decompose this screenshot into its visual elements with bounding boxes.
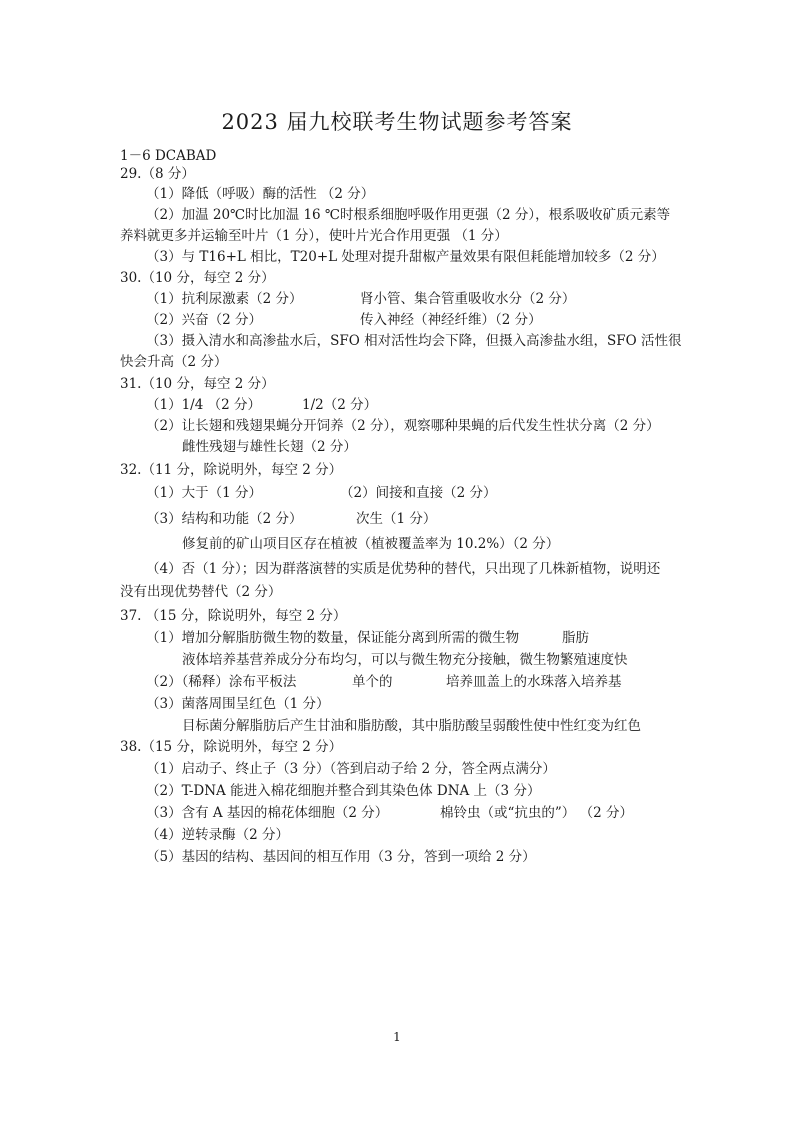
q29-answer-1: （1）降低（呼吸）酶的活性 （2 分） bbox=[146, 186, 375, 202]
q32-answer-4-line1: （4）否（1 分）；因为群落演替的实质是优势种的替代，只出现了几株新植物，说明还 bbox=[146, 561, 661, 577]
q37-answer-3: （3）菌落周围呈红色（1 分） bbox=[146, 696, 330, 712]
q30-heading: 30.（10 分，每空 2 分） bbox=[120, 270, 275, 286]
q31-answer-1-right: 1/2（2 分） bbox=[302, 397, 378, 413]
q31-heading: 31.（10 分，每空 2 分） bbox=[120, 376, 275, 392]
page-title: 2023 届九校联考生物试题参考答案 bbox=[221, 110, 573, 134]
q38-answer-1: （1）启动子、终止子（3 分）（答到启动子给 2 分，答全两点满分） bbox=[146, 761, 556, 777]
q30-answer-2-left: （2）兴奋（2 分） bbox=[146, 312, 262, 328]
q32-answer-3-line2: 修复前的矿山项目区存在植被（植被覆盖率为 10.2%）（2 分） bbox=[182, 536, 560, 552]
q32-answer-2: （2）间接和直接（2 分） bbox=[340, 485, 497, 501]
q30-answer-3-line1: （3）摄入清水和高渗盐水后，SFO 相对活性均会下降，但摄入高渗盐水组，SFO 活性很 bbox=[146, 333, 682, 349]
q37-answer-1-line2: 液体培养基营养成分分布均匀，可以与微生物充分接触，微生物繁殖速度快 bbox=[182, 652, 628, 668]
q38-answer-3-left: （3）含有 A 基因的棉花体细胞（2 分） bbox=[146, 805, 389, 821]
q38-answer-5: （5）基因的结构、基因间的相互作用（3 分，答到一项给 2 分） bbox=[146, 849, 536, 865]
q38-answer-4: （4）逆转录酶（2 分） bbox=[146, 827, 289, 843]
q32-answer-4-line2: 没有出现优势替代（2 分） bbox=[120, 584, 282, 600]
q37-answer-3-line2: 目标菌分解脂肪后产生甘油和脂肪酸，其中脂肪酸呈弱酸性使中性红变为红色 bbox=[182, 718, 641, 734]
q30-answer-1-left: （1）抗利尿激素（2 分） bbox=[146, 291, 303, 307]
q30-answer-1-right: 肾小管、集合管重吸收水分（2 分） bbox=[360, 291, 576, 307]
q29-answer-2-line2: 养料就更多并运输至叶片（1 分），使叶片光合作用更强 （1 分） bbox=[120, 228, 508, 244]
q37-answer-2-a: （2）（稀释）涂布平板法 bbox=[146, 674, 297, 690]
q37-answer-1-left: （1）增加分解脂肪微生物的数量，保证能分离到所需的微生物 bbox=[146, 630, 520, 646]
q32-answer-3-left: （3）结构和功能（2 分） bbox=[146, 511, 303, 527]
q37-answer-2-c: 培养皿盖上的水珠落入培养基 bbox=[446, 674, 622, 690]
q30-answer-2-right: 传入神经（神经纤维）（2 分） bbox=[360, 312, 542, 328]
mc-answers: 1－6 DCABAD bbox=[120, 148, 217, 164]
q32-answer-3-right: 次生（1 分） bbox=[356, 511, 437, 527]
q30-answer-3-line2: 快会升高（2 分） bbox=[120, 354, 228, 370]
page-number: 1 bbox=[393, 1030, 401, 1044]
q29-heading: 29.（8 分） bbox=[120, 166, 195, 182]
q38-heading: 38.（15 分，除说明外，每空 2 分） bbox=[120, 739, 343, 755]
q37-heading: 37. （15 分，除说明外，每空 2 分） bbox=[120, 608, 347, 624]
q38-answer-3-right: 棉铃虫（或“抗虫的”） （2 分） bbox=[440, 805, 633, 821]
q37-answer-1-right: 脂肪 bbox=[562, 630, 589, 646]
q29-answer-3: （3）与 T16+L 相比，T20+L 处理对提升甜椒产量效果有限但耗能增加较多（2 分） bbox=[146, 249, 665, 265]
q31-answer-2-line1: （2）让长翅和残翅果蝇分开饲养（2 分），观察哪种果蝇的后代发生性状分离（2 分） bbox=[146, 418, 660, 434]
q31-answer-1-left: （1）1/4 （2 分） bbox=[146, 397, 261, 413]
q32-answer-1-left: （1）大于（1 分） bbox=[146, 485, 262, 501]
q31-answer-2-line2: 雌性残翅与雄性长翅（2 分） bbox=[182, 439, 357, 455]
q37-answer-2-b: 单个的 bbox=[352, 674, 393, 690]
q32-heading: 32.（11 分，除说明外，每空 2 分） bbox=[120, 462, 343, 478]
q29-answer-2-line1: （2）加温 20℃时比加温 16 ℃时根系细胞呼吸作用更强（2 分），根系吸收矿质元素等 bbox=[146, 207, 671, 223]
q38-answer-2: （2）T-DNA 能进入棉花细胞并整合到其染色体 DNA 上（3 分） bbox=[146, 783, 541, 799]
